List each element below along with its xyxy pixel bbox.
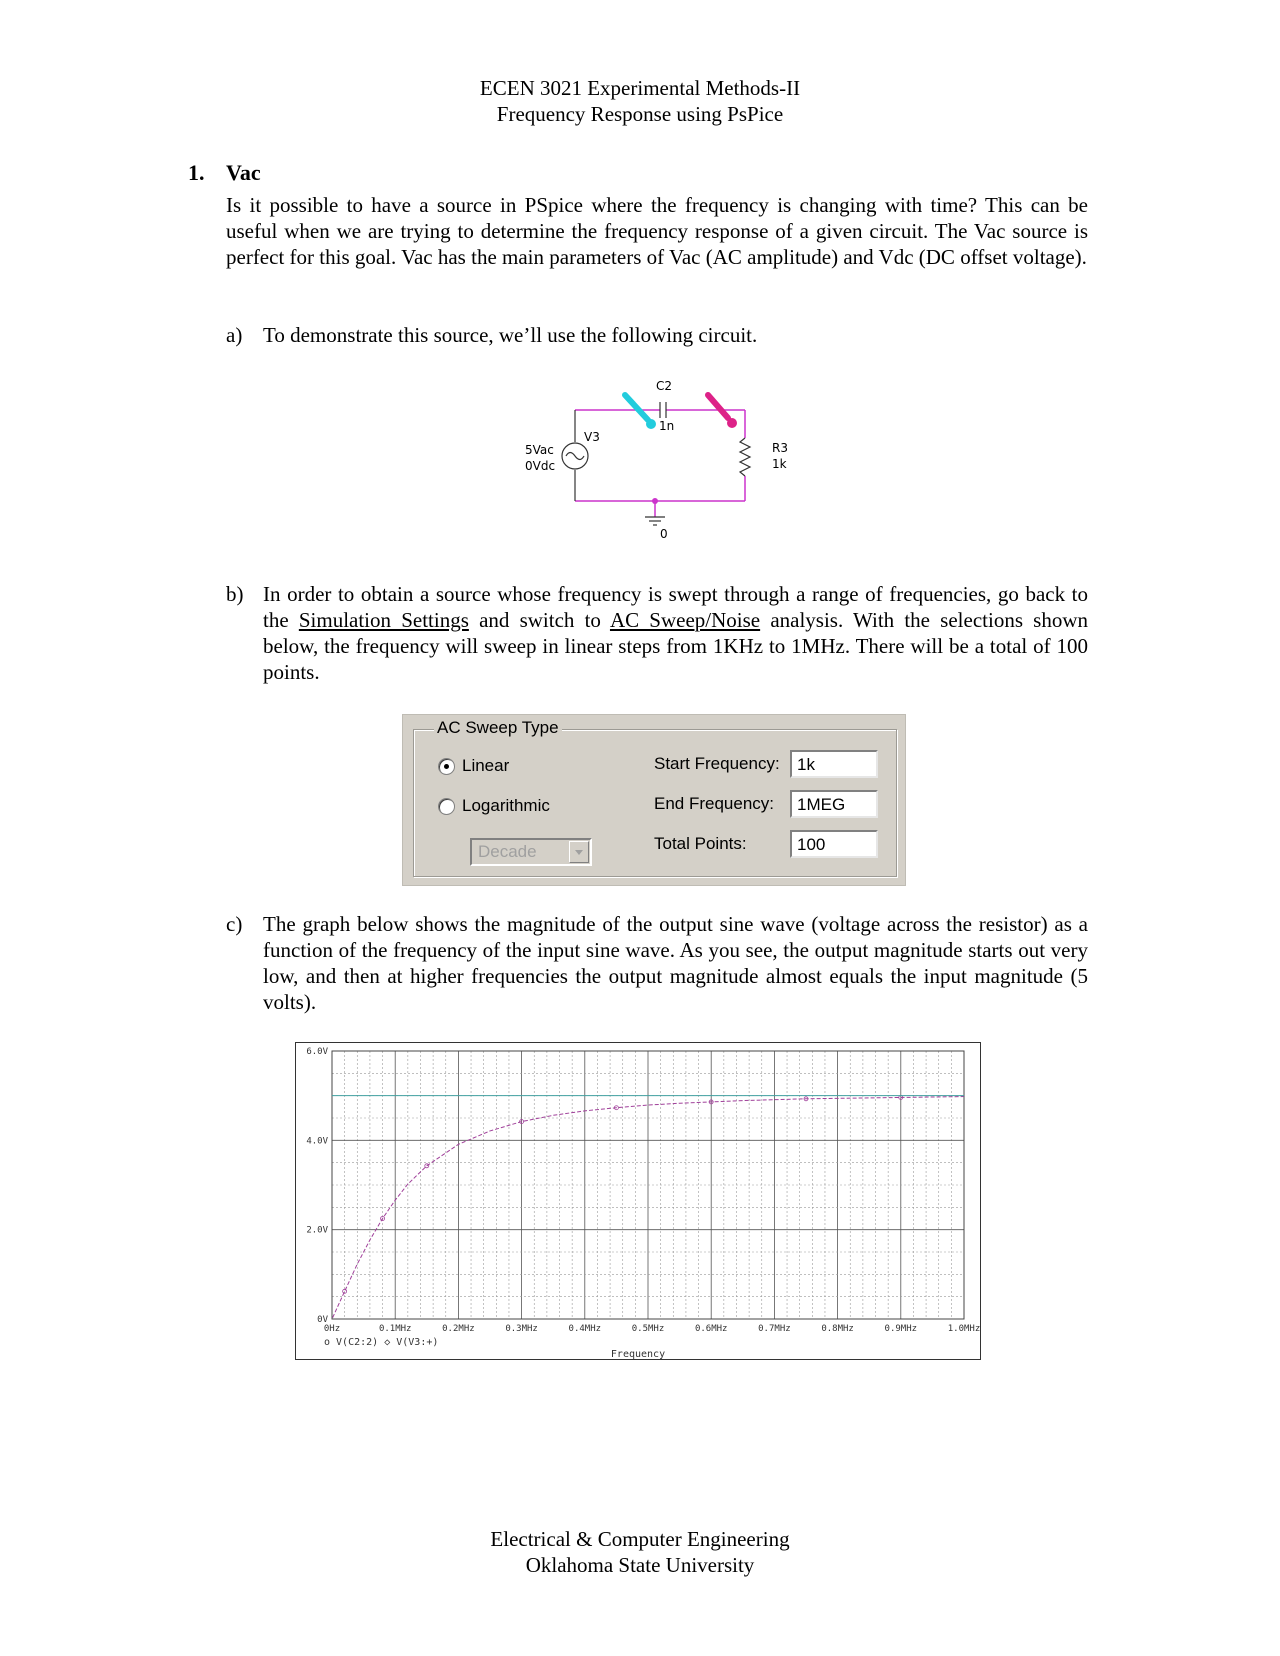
footer-dept: Electrical & Computer Engineering xyxy=(490,1527,790,1551)
total-points-input[interactable]: 100 xyxy=(790,830,878,858)
ac-sweep-type-group xyxy=(413,718,897,877)
chart-axes xyxy=(306,1047,980,1334)
x-tick-label: 0.6MHz xyxy=(694,1324,728,1334)
linear-label[interactable]: Linear xyxy=(462,756,510,775)
section-intro: Is it possible to have a source in PSpice where the frequency is changing with time? This can be useful when we are trying to determine the frequency response of a given circuit. The Vac source is perfect for this goal. Vac has the main parameters of Vac (AC amplitude) and Vdc (DC offset voltage). xyxy=(226,193,1088,269)
linear-radio[interactable] xyxy=(438,758,455,775)
ground-label: 0 xyxy=(660,527,668,541)
doc-header-title: ECEN 3021 Experimental Methods-II xyxy=(479,76,801,100)
item-a-text: To demonstrate this source, we’ll use the following circuit. xyxy=(263,323,758,347)
source-ac: 5Vac xyxy=(525,443,554,457)
item-b-text xyxy=(263,581,1088,685)
x-tick-label: 0.1MHz xyxy=(378,1324,412,1334)
cap-value: 1n xyxy=(659,419,675,433)
y-tick-label: 0V xyxy=(317,1315,328,1325)
chart-x-label: Frequency xyxy=(610,1349,666,1359)
source-dc: 0Vdc xyxy=(525,459,556,473)
end-frequency-label: End Frequency: xyxy=(654,794,775,813)
x-tick-label: 0Hz xyxy=(323,1324,341,1334)
x-tick-label: 0.2MHz xyxy=(442,1324,475,1334)
chart-grid xyxy=(332,1051,964,1319)
ac-sweep-noise-link: AC Sweep/Noise xyxy=(609,608,761,632)
item-b-label: b) xyxy=(226,582,244,606)
radio-selected-dot xyxy=(444,764,449,769)
resistor-symbol xyxy=(740,438,750,476)
x-tick-label: 0.7MHz xyxy=(758,1324,791,1334)
logarithmic-label[interactable]: Logarithmic xyxy=(462,796,550,815)
x-tick-label: 1.0MHz xyxy=(947,1324,980,1334)
ac-sweep-dialog xyxy=(402,714,906,886)
group-title: AC Sweep Type xyxy=(434,718,562,738)
x-tick-label: 0.5MHz xyxy=(631,1324,665,1334)
footer-university: Oklahoma State University xyxy=(525,1553,755,1577)
logarithmic-radio[interactable] xyxy=(438,798,455,815)
item-a-label: a) xyxy=(226,323,243,347)
start-frequency-label: Start Frequency: xyxy=(654,754,780,773)
source-name: V3 xyxy=(584,430,600,444)
x-tick-label: 0.3MHz xyxy=(505,1324,538,1334)
x-tick-label: 0.4MHz xyxy=(568,1324,602,1334)
simulation-settings-link: Simulation Settings xyxy=(298,608,469,632)
frequency-response-chart xyxy=(295,1042,981,1360)
doc-header-subtitle: Frequency Response using PsPice xyxy=(496,102,784,126)
x-tick-label: 0.8MHz xyxy=(821,1324,854,1334)
y-tick-label: 2.0V xyxy=(306,1225,328,1236)
item-b-text-post: analysis. With the selections shown below, the frequency will sweep in linear steps from 1KHz to 1MHz. There will be a total of 100 points. xyxy=(263,608,1089,684)
dropdown-arrow-icon[interactable] xyxy=(569,841,589,863)
x-tick-label: 0.9MHz xyxy=(884,1324,918,1334)
item-c-label: c) xyxy=(226,912,243,936)
chart-svg xyxy=(296,1043,980,1359)
total-points-label: Total Points: xyxy=(654,834,747,853)
item-b-text-mid: and switch to xyxy=(479,608,601,632)
item-b-text-pre: In order to obtain a source whose frequency is swept through a range of frequencies, go back to the xyxy=(263,582,1088,632)
voltage-probe-magenta-icon xyxy=(708,395,737,428)
start-frequency-input[interactable]: 1k xyxy=(790,750,878,778)
chart-legend: o V(C2:2) ◇ V(V3:+) xyxy=(324,1337,439,1348)
circuit-schematic xyxy=(510,370,810,550)
y-tick-label: 6.0V xyxy=(306,1047,328,1057)
res-name: R3 xyxy=(772,441,788,455)
decade-value: Decade xyxy=(478,842,537,861)
item-c-text: The graph below shows the magnitude of the output sine wave (voltage across the resistor) as a function of the frequency of the input sine wave. As you see, the output magnitude starts out very low, and then at higher frequencies the output magnitude almost equals the input magnitude (5 volts). xyxy=(263,912,1088,1014)
y-tick-label: 4.0V xyxy=(306,1136,328,1147)
cap-name: C2 xyxy=(656,379,673,393)
res-value: 1k xyxy=(772,457,787,471)
end-frequency-input[interactable]: 1MEG xyxy=(790,790,878,818)
decade-select[interactable] xyxy=(470,838,592,866)
section-number: 1. xyxy=(188,160,205,185)
section-title: Vac xyxy=(226,160,261,185)
voltage-probe-cyan-icon xyxy=(625,395,656,429)
